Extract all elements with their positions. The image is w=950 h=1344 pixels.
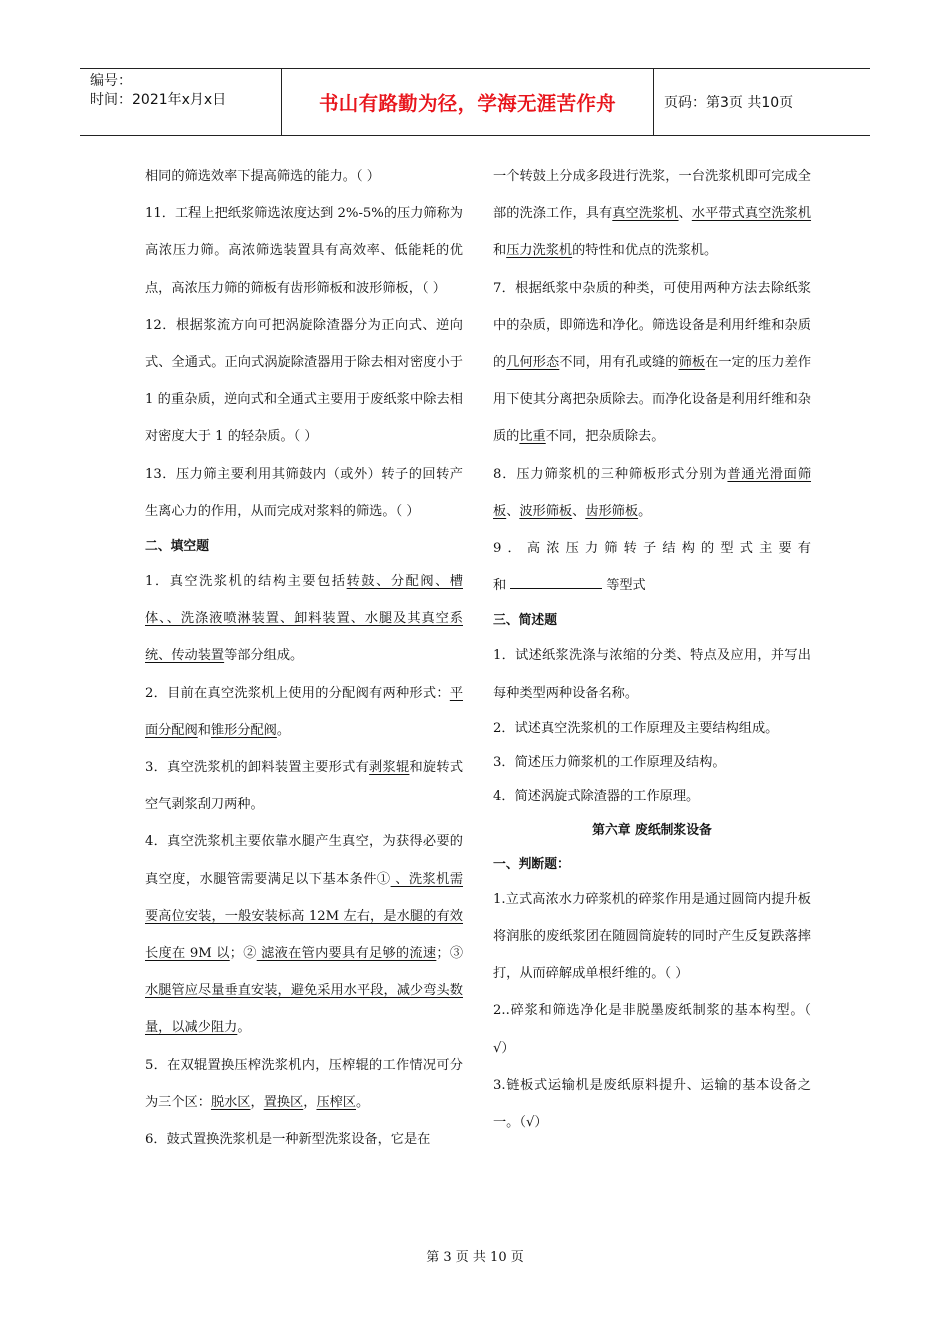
short-question-3: 3．简述压力筛浆机的工作原理及结构。 bbox=[493, 754, 726, 770]
answer: 压榨区 bbox=[316, 1094, 356, 1110]
answer: 转鼓、分配阀、槽体、、洗涤液喷淋装置、卸料装置、水腿及其真空系统、传动装置 bbox=[145, 574, 463, 664]
fill-question-7: 7．根据纸浆中杂质的种类，可使用两种方法去除纸浆中的杂质，即筛选和净化。筛选设备是利用纤维和杂质的几何形态不同，用有孔或缝的筛板在一定的压力差作用下使其分离把杂质除去。而净化设备是利用纤维和杂质的比重不同，把杂质除去。 bbox=[493, 280, 812, 445]
header-page-label: 页码：第3页 共10页 bbox=[664, 95, 794, 111]
answer: 真空洗浆机 bbox=[612, 206, 679, 222]
fill-question-9-cont: 和 等型式 bbox=[493, 578, 646, 594]
answer: 齿形筛板 bbox=[585, 503, 639, 519]
answer-blank bbox=[510, 576, 602, 589]
fill-question-8: 8．压力筛浆机的三种筛板形式分别为普通光滑面筛板、波形筛板、齿形筛板。 bbox=[493, 466, 812, 519]
header-motto: 书山有路勤为径，学海无涯苦作舟 bbox=[282, 69, 654, 135]
short-question-2: 2．试述真空洗浆机的工作原理及主要结构组成。 bbox=[493, 720, 779, 736]
left-column bbox=[145, 158, 463, 1158]
judge-question-2: 2..碎浆和筛选净化是非脱墨废纸制浆的基本构型。（ √） bbox=[493, 1003, 811, 1056]
fill-question-9: 9．高浓压力筛转子结构的型式主要有 bbox=[493, 541, 811, 557]
answer: 锥形分配阀 bbox=[210, 722, 277, 738]
page-footer: 第 3 页 共 10 页 bbox=[426, 1250, 524, 1265]
question-12: 12．根据浆流方向可把涡旋除渣器分为正向式、逆向式、全通式。正向式涡旋除渣器用于除去相对密度小于 1 的重杂质，逆向式和全通式主要用于废纸浆中除去相对密度大于 1 的轻杂质。（ ） bbox=[145, 317, 463, 445]
section-fill-in-heading: 二、填空题 bbox=[145, 539, 209, 555]
answer: 、洗浆机需要高位安装，一般安装标高 12M 左右，是水腿的有效长度在 9M 以 bbox=[145, 871, 464, 962]
answer: 脱水区 bbox=[210, 1094, 251, 1110]
document-header bbox=[80, 68, 870, 136]
answer: 剥浆辊 bbox=[369, 760, 410, 776]
answer: 平面分配阀 bbox=[145, 685, 463, 738]
answer: 几何形态 bbox=[506, 355, 560, 371]
right-column bbox=[493, 158, 811, 1141]
fill-question-4: 4．真空洗浆机主要依靠水腿产生真空，为获得必要的真空度，水腿管需要满足以下基本条件① 、洗浆机需要高位安装，一般安装标高 12M 左右，是水腿的有效长度在 9M 以；② 滤液在管内要具有足够的流速；③ 水腿管应尽量垂直安装，避免采用水平段，减少弯头数量，以减少阻力。 bbox=[145, 834, 464, 1036]
judge-question-1: 1.立式高浓水力碎浆机的碎浆作用是通过圆筒内提升板将润胀的废纸浆团在随圆筒旋转的同时产生反复跌落摔打，从而碎解成单根纤维的。（ ） bbox=[493, 891, 811, 982]
question-10-tail: 相同的筛选效率下提高筛选的能力。（ ） bbox=[145, 169, 380, 184]
answer: 比重 bbox=[519, 429, 546, 445]
fill-question-6: 6．鼓式置换洗浆机是一种新型洗浆设备，它是在 bbox=[145, 1132, 431, 1148]
section-short-answer-heading: 三、简述题 bbox=[493, 613, 557, 629]
question-11: 11．工程上把纸浆筛选浓度达到 2%-5%的压力筛称为高浓压力筛。高浓筛选装置具有高效率、低能耗的优点，高浓压力筛的筛板有齿形筛板和波形筛板，（ ） bbox=[145, 206, 463, 296]
answer: 置换区 bbox=[263, 1094, 304, 1110]
answer: 普通光滑面筛板 bbox=[493, 466, 812, 519]
fill-question-2: 2．目前在真空洗浆机上使用的分配阀有两种形式：平面分配阀和锥形分配阀。 bbox=[145, 685, 463, 738]
fill-question-5: 5．在双辊置换压榨洗浆机内，压榨辊的工作情况可分为三个区：脱水区，置换区，压榨区。 bbox=[145, 1057, 463, 1110]
judge-question-3: 3.链板式运输机是废纸原料提升、运输的基本设备之一。（√） bbox=[493, 1077, 811, 1131]
answer: 水平带式真空洗浆机 bbox=[691, 206, 812, 222]
fill-question-3: 3．真空洗浆机的卸料装置主要形式有剥浆辊和旋转式空气剥浆刮刀两种。 bbox=[145, 760, 464, 813]
number-label: 编号： bbox=[90, 73, 132, 89]
header-meta-cell bbox=[80, 69, 282, 135]
answer: 压力洗浆机 bbox=[506, 243, 573, 259]
short-question-1: 1．试述纸浆洗涤与浓缩的分类、特点及应用，并写出每种类型两种设备名称。 bbox=[493, 648, 811, 701]
answer: 滤液在管内要具有足够的流速 bbox=[256, 946, 437, 962]
chapter-6-title: 第六章 废纸制浆设备 bbox=[592, 822, 712, 838]
fill-question-1: 1．真空洗浆机的结构主要包括转鼓、分配阀、槽体、、洗涤液喷淋装置、卸料装置、水腿及其真空系统、传动装置等部分组成。 bbox=[145, 574, 463, 664]
section-judgement-heading: 一、判断题： bbox=[493, 856, 570, 872]
time-label: 时间：2021年x月x日 bbox=[90, 92, 227, 108]
short-question-4: 4．简述涡旋式除渣器的工作原理。 bbox=[493, 788, 700, 804]
question-13: 13．压力筛主要利用其筛鼓内（或外）转子的回转产生离心力的作用，从而完成对浆料的筛选。（ ） bbox=[145, 466, 463, 519]
answer: 水腿管应尽量垂直安装，避免采用水平段，减少弯头数量，以减少阻力 bbox=[145, 983, 463, 1036]
answer: 波形筛板 bbox=[519, 503, 573, 519]
fill-question-6-cont: 一个转鼓上分成多段进行洗浆，一台洗浆机即可完成全部的洗涤工作，具有真空洗浆机、水平带式真空洗浆机和压力洗浆机的特性和优点的洗浆机。 bbox=[493, 169, 812, 259]
answer: 筛板 bbox=[678, 355, 706, 371]
